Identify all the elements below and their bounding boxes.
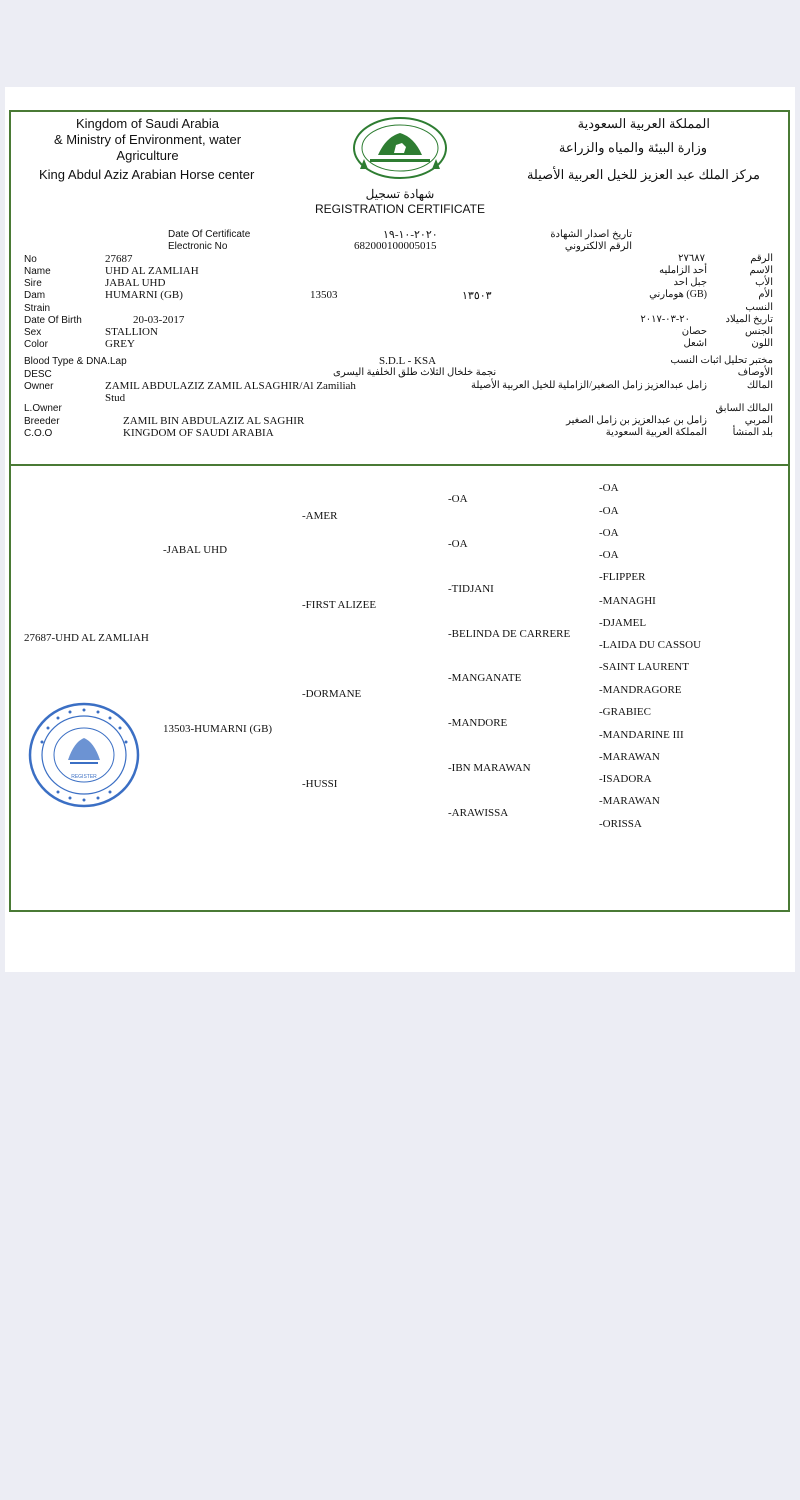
pedigree-gen4-16: -ORISSA	[599, 818, 642, 830]
pedigree-gen4-6: -MANAGHI	[599, 595, 656, 607]
pedigree-gen3-3: -TIDJANI	[448, 583, 494, 595]
owner-label-ar: المالك	[746, 380, 773, 391]
color-value: GREY	[105, 338, 135, 350]
sire-value: JABAL UHD	[105, 277, 166, 289]
desc-value-ar: نجمة خلخال الثلاث طلق الخلفية اليسرى	[333, 367, 497, 378]
no-value-ar: ٢٧٦٨٧	[678, 253, 705, 264]
electronic-value: 682000100005015	[354, 240, 437, 252]
name-value-ar: أحد الزامليه	[659, 265, 707, 276]
pedigree-gen3-4: -BELINDA DE CARRERE	[448, 628, 571, 640]
owner-label: Owner	[24, 381, 54, 392]
header-ar-line3: مركز الملك عبد العزيز للخيل العربية الأصيلة	[526, 167, 760, 182]
coo-label-ar: بلد المنشأ	[732, 427, 773, 438]
sire-label: Sire	[24, 278, 42, 289]
sex-value-ar: حصان	[681, 326, 707, 337]
name-label-ar: الاسم	[749, 265, 773, 276]
pedigree-gen4-15: -MARAWAN	[599, 795, 660, 807]
color-label: Color	[24, 339, 48, 350]
dam-number: 13503	[310, 289, 338, 301]
pedigree-sire: -JABAL UHD	[163, 544, 228, 556]
date-label-ar: تاريخ اصدار الشهادة	[550, 229, 632, 240]
sex-value: STALLION	[105, 326, 158, 338]
pedigree-gen4-9: -SAINT LAURENT	[599, 661, 689, 673]
pedigree-gen4-13: -MARAWAN	[599, 751, 660, 763]
no-label-ar: الرقم	[750, 253, 773, 264]
pedigree-gen2-2: -FIRST ALIZEE	[302, 599, 377, 611]
desc-label: DESC	[24, 369, 52, 380]
ministry-logo	[350, 115, 450, 185]
logo-emblem-icon	[350, 115, 450, 185]
date-value: ٢٠٢٠-١٠-١٩	[383, 229, 438, 241]
owner-value-ar: زامل عبدالعزيز زامل الصغير/الزاملية للخيل العربية الأصيلة	[471, 380, 707, 391]
electronic-label: Electronic No	[168, 241, 228, 252]
owner-value-line1: ZAMIL ABDULAZIZ ZAMIL ALSAGHIR/Al Zamiliah	[105, 380, 356, 392]
dam-label: Dam	[24, 290, 46, 301]
pedigree-gen2-1: -AMER	[302, 510, 338, 522]
pedigree-gen3-1: -OA	[448, 493, 468, 505]
pedigree-gen4-1: -OA	[599, 482, 619, 494]
header-english	[40, 116, 255, 164]
pedigree-gen4-2: -OA	[599, 505, 619, 517]
pedigree-gen3-6: -MANDORE	[448, 717, 508, 729]
dam-value: HUMARNI (GB)	[105, 289, 183, 301]
dam-number-ar: ١٣٥٠٣	[462, 290, 492, 302]
pedigree-dam: 13503-HUMARNI (GB)	[163, 723, 273, 735]
pedigree-gen2-4: -HUSSI	[302, 778, 338, 790]
dob-value-ar: ٢٠-٠٣-٢٠١٧	[640, 314, 690, 325]
pedigree-gen4-3: -OA	[599, 527, 619, 539]
pedigree-gen4-12: -MANDARINE III	[599, 729, 684, 741]
dam-value-ar: (GB) هومارني	[649, 289, 707, 300]
pedigree-gen4-4: -OA	[599, 549, 619, 561]
dam-label-ar: الأم	[758, 289, 773, 300]
pedigree-gen4-14: -ISADORA	[599, 773, 652, 785]
no-label: No	[24, 254, 37, 265]
pedigree-subject: 27687-UHD AL ZAMLIAH	[24, 632, 149, 644]
header-en-line3: Agriculture	[116, 148, 179, 163]
no-value: 27687	[105, 253, 133, 265]
header-en-center: King Abdul Aziz Arabian Horse center	[39, 167, 255, 182]
color-label-ar: اللون	[751, 338, 773, 349]
pedigree-gen3-7: -IBN MARAWAN	[448, 762, 531, 774]
color-value-ar: اشعل	[683, 338, 707, 349]
header-ar-line2: وزارة البيئة والمياه والزراعة	[558, 140, 707, 155]
dob-label-ar: تاريخ الميلاد	[725, 314, 773, 325]
header-en-line2: & Ministry of Environment, water	[53, 132, 242, 147]
breeder-value: ZAMIL BIN ABDULAZIZ AL SAGHIR	[123, 415, 305, 427]
pedigree-gen4-5: -FLIPPER	[599, 571, 646, 583]
dob-label: Date Of Birth	[24, 315, 82, 326]
header-en-line1: Kingdom of Saudi Arabia	[75, 116, 220, 131]
name-label: Name	[24, 266, 51, 277]
sex-label-ar: الجنس	[744, 326, 773, 337]
pedigree-gen3-5: -MANGANATE	[448, 672, 522, 684]
title-english: REGISTRATION CERTIFICATE	[314, 202, 485, 216]
owner-value-line2: Stud	[105, 392, 126, 404]
title-arabic: شهادة تسجيل	[365, 187, 435, 201]
desc-label-ar: الأوصاف	[737, 367, 773, 378]
coo-value: KINGDOM OF SAUDI ARABIA	[123, 427, 274, 439]
pedigree-gen3-2: -OA	[448, 538, 468, 550]
strain-label-ar: النسب	[745, 302, 773, 313]
coo-label: C.O.O	[24, 428, 53, 439]
blood-label-ar: مختبر تحليل اثبات النسب	[670, 355, 773, 366]
breeder-label: Breeder	[24, 416, 60, 427]
official-stamp	[28, 702, 140, 808]
pedigree-gen4-11: -GRABIEC	[599, 706, 651, 718]
sire-label-ar: الأب	[755, 277, 773, 288]
blood-label: Blood Type & DNA.Lap	[24, 356, 127, 367]
pedigree-gen2-3: -DORMANE	[302, 688, 362, 700]
pedigree-gen4-7: -DJAMEL	[599, 617, 647, 629]
pedigree-gen4-10: -MANDRAGORE	[599, 684, 682, 696]
strain-label: Strain	[24, 303, 51, 314]
blood-value: S.D.L - KSA	[379, 355, 437, 367]
header-ar-line1: المملكة العربية السعودية	[577, 116, 710, 131]
stamp-text: REGISTER	[71, 774, 97, 780]
sex-label: Sex	[24, 327, 42, 338]
pedigree-gen4-8: -LAIDA DU CASSOU	[599, 639, 702, 651]
lowner-label: L.Owner	[24, 403, 62, 414]
section-divider	[9, 464, 790, 466]
stamp-seal-icon	[28, 702, 140, 808]
pedigree-gen3-8: -ARAWISSA	[448, 807, 509, 819]
coo-value-ar: المملكة العربية السعودية	[605, 427, 707, 438]
lowner-label-ar: المالك السابق	[715, 403, 773, 414]
dob-value: 20-03-2017	[133, 314, 185, 326]
date-label: Date Of Certificate	[168, 229, 251, 240]
breeder-value-ar: زامل بن عبدالعزيز بن زامل الصغير	[566, 415, 707, 426]
breeder-label-ar: المربي	[744, 415, 773, 426]
name-value: UHD AL ZAMLIAH	[105, 265, 199, 277]
electronic-label-ar: الرقم الالكتروني	[564, 241, 632, 252]
sire-value-ar: جبل احد	[673, 277, 707, 288]
